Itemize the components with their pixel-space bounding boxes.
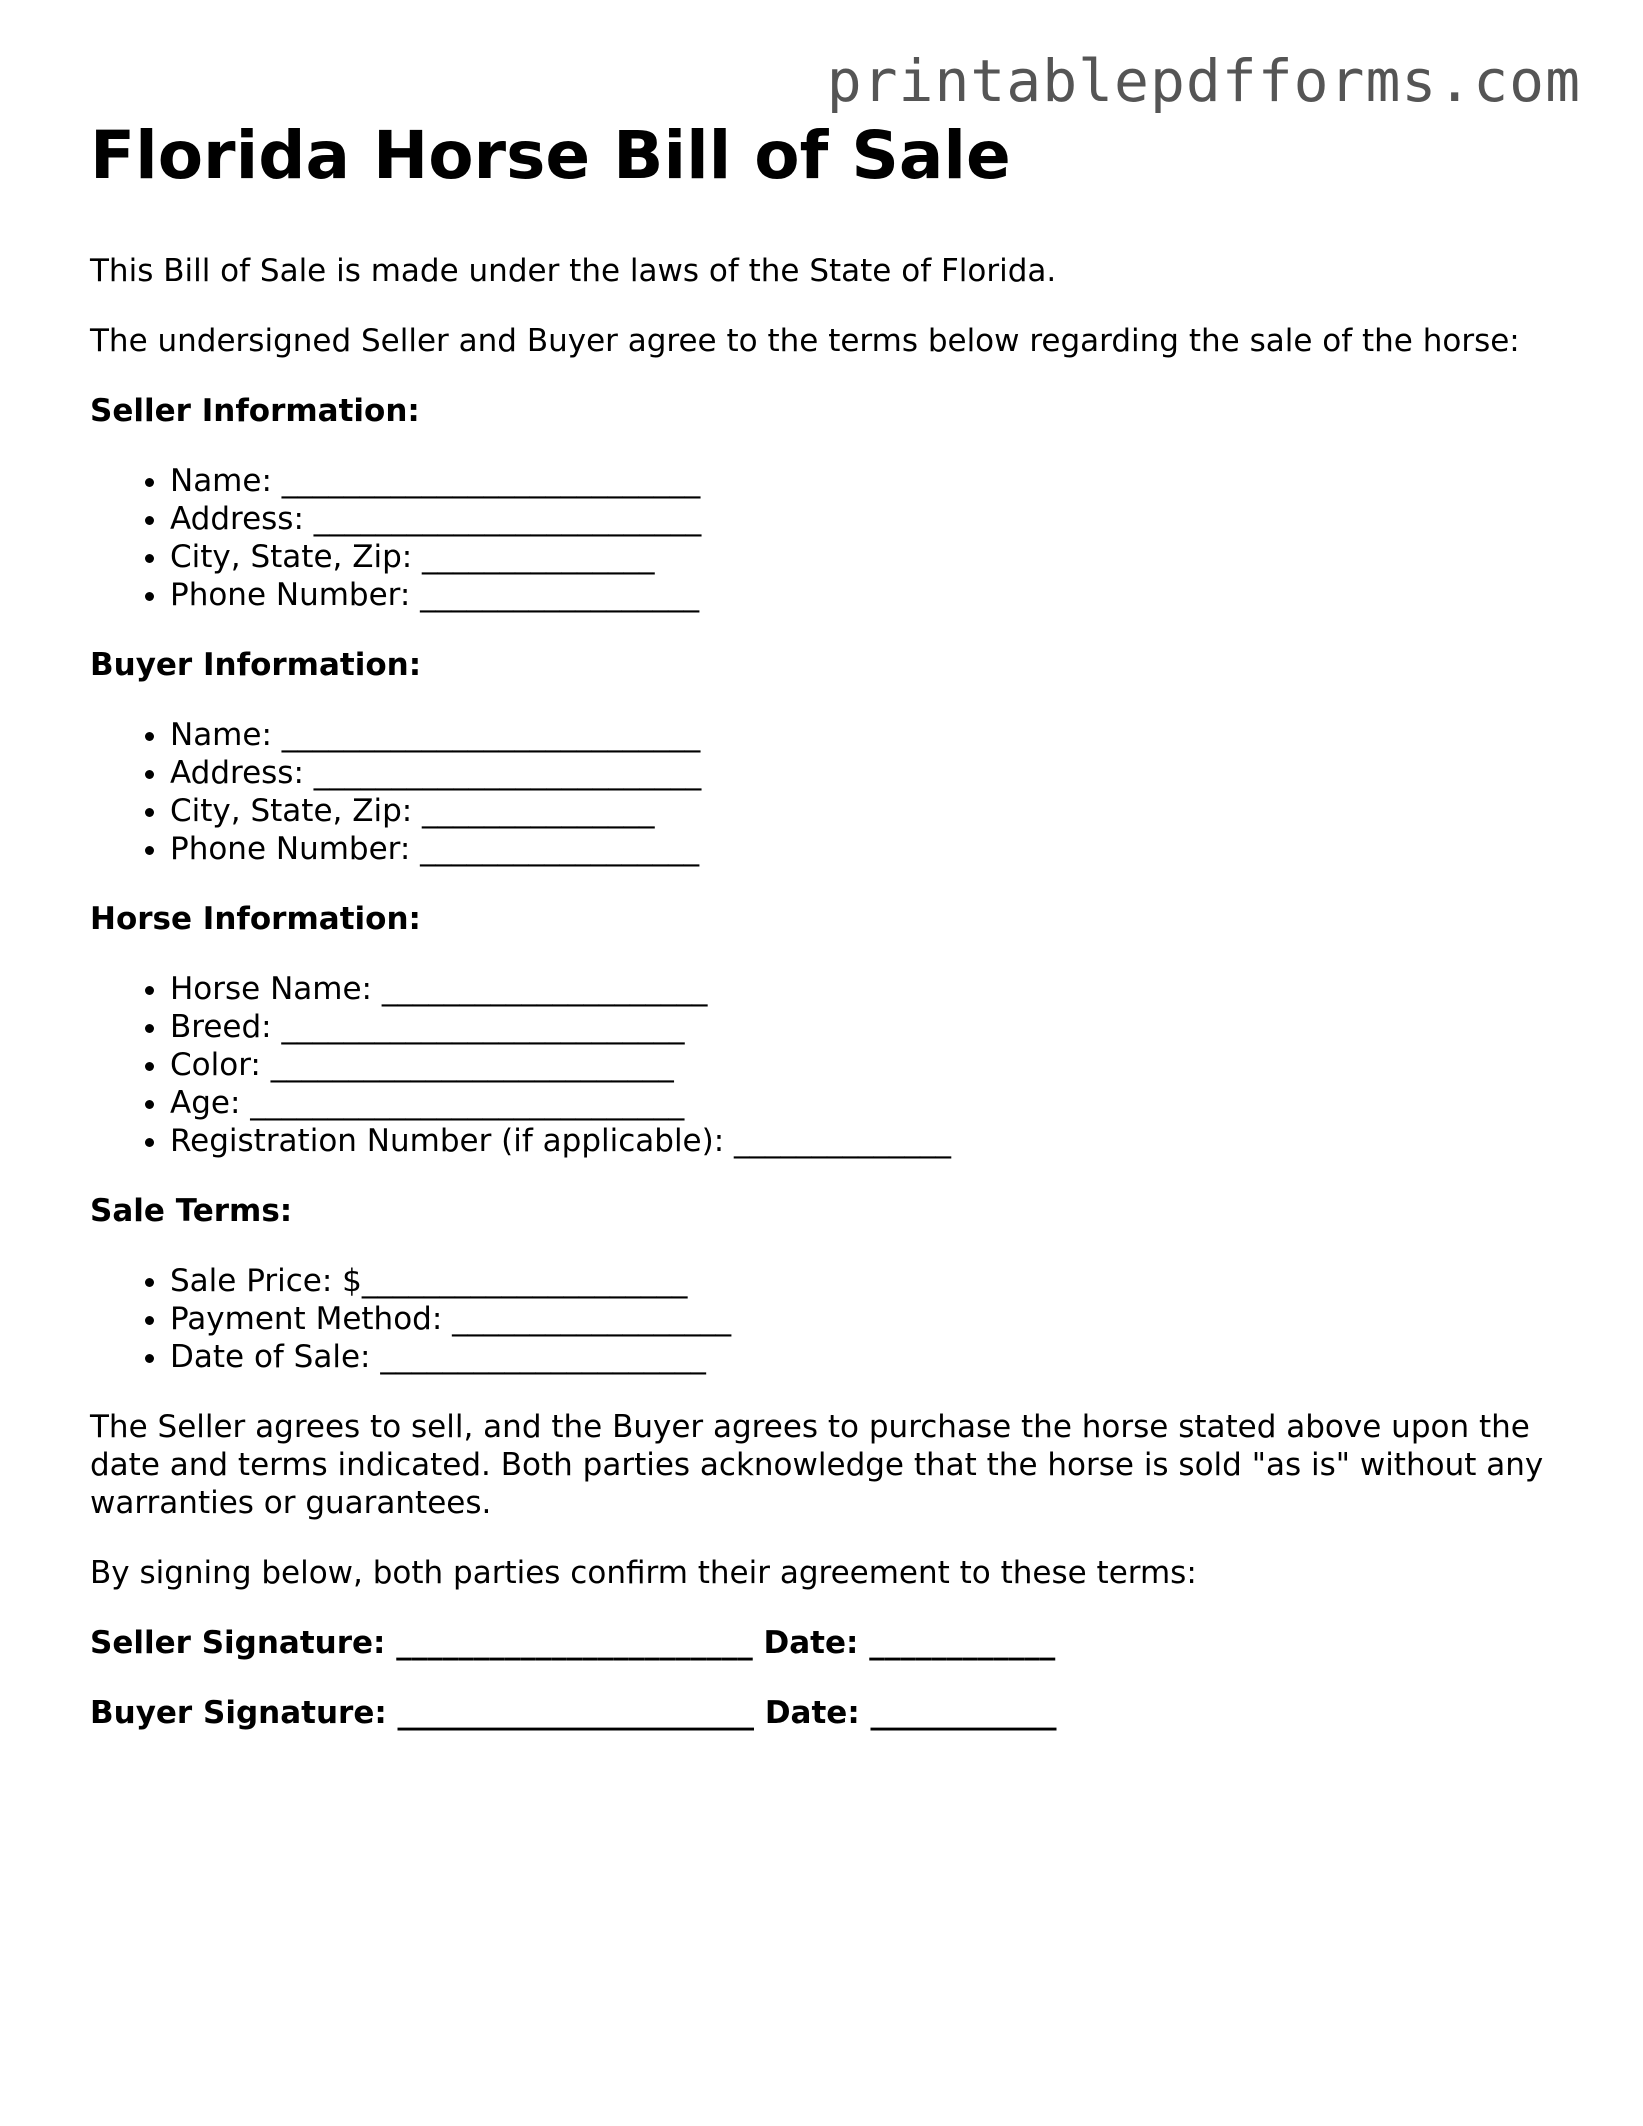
intro-paragraph-2: The undersigned Seller and Buyer agree to the terms below regarding the sale of the horse: xyxy=(90,323,1520,359)
buyer-city-state-zip-field[interactable]: • City, State, Zip: _______________ xyxy=(170,792,1550,830)
buyer-info-list xyxy=(90,716,1550,868)
buyer-address-field[interactable]: • Address: _________________________ xyxy=(170,754,1550,792)
seller-address-field[interactable]: • Address: _________________________ xyxy=(170,500,1550,538)
document-title: Florida Horse Bill of Sale xyxy=(90,117,1011,194)
seller-name-field[interactable]: • Name: ___________________________ xyxy=(170,462,1550,500)
sale-price-field[interactable]: • Sale Price: $_____________________ xyxy=(170,1262,1550,1300)
seller-phone-field[interactable]: • Phone Number: __________________ xyxy=(170,576,1550,614)
seller-signature-line[interactable]: Seller Signature: _______________________ Date: ____________ xyxy=(90,1625,1056,1661)
sale-terms-heading: Sale Terms: xyxy=(90,1193,293,1229)
horse-color-field[interactable]: • Color: __________________________ xyxy=(170,1046,1550,1084)
horse-registration-field[interactable]: • Registration Number (if applicable): ______________ xyxy=(170,1122,1550,1160)
watermark: printablepdfforms.com xyxy=(826,47,1581,115)
document-page xyxy=(90,116,1550,1732)
horse-age-field[interactable]: • Age: ____________________________ xyxy=(170,1084,1550,1122)
buyer-phone-field[interactable]: • Phone Number: __________________ xyxy=(170,830,1550,868)
horse-name-field[interactable]: • Horse Name: _____________________ xyxy=(170,970,1550,1008)
intro-paragraph-1: This Bill of Sale is made under the laws of the State of Florida. xyxy=(90,253,1057,289)
payment-method-field[interactable]: • Payment Method: __________________ xyxy=(170,1300,1550,1338)
horse-breed-field[interactable]: • Breed: __________________________ xyxy=(170,1008,1550,1046)
buyer-section-heading: Buyer Information: xyxy=(90,647,422,683)
seller-city-state-zip-field[interactable]: • City, State, Zip: _______________ xyxy=(170,538,1550,576)
confirmation-paragraph: By signing below, both parties confirm their agreement to these terms: xyxy=(90,1555,1197,1591)
seller-section-heading: Seller Information: xyxy=(90,393,420,429)
buyer-name-field[interactable]: • Name: ___________________________ xyxy=(170,716,1550,754)
sale-terms-list xyxy=(90,1262,1550,1376)
closing-paragraph: The Seller agrees to sell, and the Buyer agrees to purchase the horse stated above upon the date and terms indicated. Both parties acknowledge that the horse is sold "as is" without any warranties or guarantees. xyxy=(90,1409,1544,1521)
date-of-sale-field[interactable]: • Date of Sale: _____________________ xyxy=(170,1338,1550,1376)
horse-info-list xyxy=(90,970,1550,1160)
seller-info-list xyxy=(90,462,1550,614)
buyer-signature-line[interactable]: Buyer Signature: _______________________ Date: ____________ xyxy=(90,1695,1057,1731)
horse-section-heading: Horse Information: xyxy=(90,901,421,937)
